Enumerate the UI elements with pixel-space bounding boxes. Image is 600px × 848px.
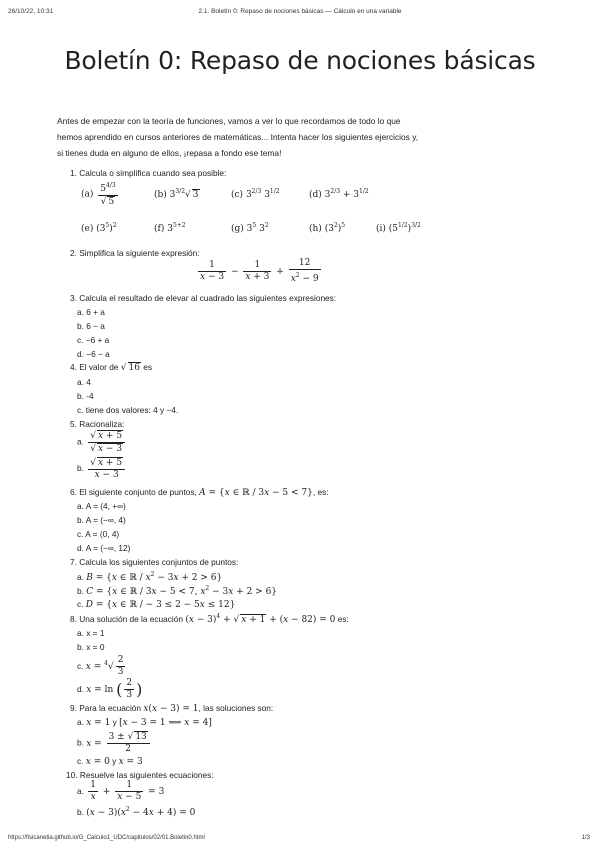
- intro-line: si tienes duda en alguno de ellos, ¡repasa a fondo ese tema!: [57, 148, 282, 158]
- q8-option-d: d. x = ln ( $\frac{2}{3}$ ): [77, 678, 143, 700]
- q1-option-h: (h) $(3^2)^5$: [309, 222, 346, 234]
- q6-option: d. A = (−∞, 12): [77, 543, 131, 553]
- q5-option-b: b. $\frac{√ x + 5}{x - 3}$: [77, 457, 127, 481]
- print-url: https://fisicanetia.github.io/G_Calculo1_UDC/capitulos/02/01.Boletin0.html: [8, 835, 205, 841]
- q7-option-a: a. B = {x ∈ ℝ / $x^2 - 3x + 2 > 6$}: [77, 571, 223, 583]
- question-8: 8. Una solución de la ecuación $(x - 3)^4$ + √ x + 1 + (x − 82) = 0 es:: [70, 613, 349, 625]
- q1-option-i: (i) $(5^{1/2})^{3/2}$: [376, 222, 421, 234]
- q4-option: c. tiene dos valores: 4 y −4.: [77, 405, 179, 415]
- q8-option-c: c. x = $^4$√ $\frac{2}{3}$: [77, 655, 124, 677]
- print-doc-title: 2.1. Boletín 0: Repaso de nociones básicas — Cálculo en una variable: [198, 8, 402, 15]
- question-5: 5. Racionaliza:: [70, 419, 125, 429]
- q6-option: a. A = (4, +∞): [77, 501, 126, 511]
- question-9: 9. Para la ecuación x(x − 3) = 1, las soluciones son:: [70, 703, 274, 714]
- print-page-number: 1/3: [581, 835, 590, 841]
- question-3: 3. Calcula el resultado de elevar al cuadrado las siguientes expresiones:: [70, 293, 337, 303]
- q4-option: a. 4: [77, 377, 91, 387]
- question-4: 4. El valor de √ 16 es: [70, 362, 153, 373]
- print-header: [8, 8, 592, 15]
- q9-option-c: c. x = 0 y x = 3: [77, 756, 143, 767]
- question-6: 6. El siguiente conjunto de puntos, A = {x ∈ ℝ / 3x − 5 < 7}, es:: [70, 487, 329, 498]
- q9-option-b: b. x = $\frac{3 \pm √ 13}{2}$: [77, 731, 152, 755]
- intro-paragraph: [57, 113, 557, 161]
- q3-option: a. 6 + a: [77, 307, 105, 317]
- q3-option: b. 6 − a: [77, 321, 105, 331]
- q1-option-a: (a) $\frac{5^{4/3}}{√ 5}$: [81, 182, 116, 207]
- q2-expression: $\frac{1}{x - 3}$ − $\frac{1}{x + 3}$ + $\frac{12}{x^2 - 9}$: [200, 258, 319, 284]
- q6-option: b. A = (−∞, 4): [77, 515, 126, 525]
- q7-option-b: b. C = {x ∈ ℝ / 3x − 5 < 7, $x^2 - 3x + 2 > 6$}: [77, 585, 278, 597]
- question-7: 7. Calcula los siguientes conjuntos de puntos:: [70, 557, 239, 567]
- q5-option-a: a. $\frac{√ x + 5}{√ x - 3}$: [77, 430, 127, 455]
- q1-option-c: (c) $3^{2/3}$ $3^{1/2}$: [231, 188, 280, 200]
- question-10: 10. Resuelve las siguientes ecuaciones:: [66, 770, 214, 780]
- q8-option: a. x = 1: [77, 628, 105, 638]
- q9-option-a: a. x = 1 y [x − 3 = 1 ⟹ x = 4]: [77, 717, 212, 728]
- q8-option: b. x = 0: [77, 642, 105, 652]
- page-title: Boletín 0: Repaso de nociones básicas: [64, 46, 536, 75]
- q1-option-b: (b) $3^{3/2}√$ 3: [154, 188, 199, 200]
- q6-option: c. A = (0, 4): [77, 529, 120, 539]
- print-footer: [8, 835, 590, 841]
- q1-option-d: (d) $3^{2/3} + 3^{1/2}$: [309, 188, 369, 200]
- q4-option: b. -4: [77, 391, 94, 401]
- q1-option-g: (g) $3^5$ $3^2$: [231, 222, 269, 234]
- q10-option-a: a. $\frac{1}{x}$ + $\frac{1}{x - 5}$ = 3: [77, 780, 165, 802]
- question-2: 2. Simplifica la siguiente expresión:: [70, 248, 200, 258]
- q7-option-c: c. D = {x ∈ ℝ / − 3 ≤ 2 − 5x ≤ 12}: [77, 599, 236, 610]
- intro-line: hemos aprendido en cursos anteriores de matemáticas... Intenta hacer los siguientes ejercicios y,: [57, 132, 419, 142]
- print-timestamp: 26/10/22, 10:31: [8, 8, 54, 15]
- q1-option-e: (e) $(3^5)^2$: [81, 222, 117, 234]
- q10-option-b: b. $(x - 3)(x^2 - 4x + 4) = 0$: [77, 806, 196, 818]
- q3-option: d. −6 − a: [77, 349, 110, 359]
- intro-line: Antes de empezar con la teoría de funciones, vamos a ver lo que recordamos de todo lo que: [57, 116, 401, 126]
- q1-option-f: (f) $3^{5+2}$: [154, 222, 186, 234]
- q3-option: c. −6 + a: [77, 335, 110, 345]
- question-1: 1. Calcula o simplifica cuando sea posible:: [70, 168, 227, 178]
